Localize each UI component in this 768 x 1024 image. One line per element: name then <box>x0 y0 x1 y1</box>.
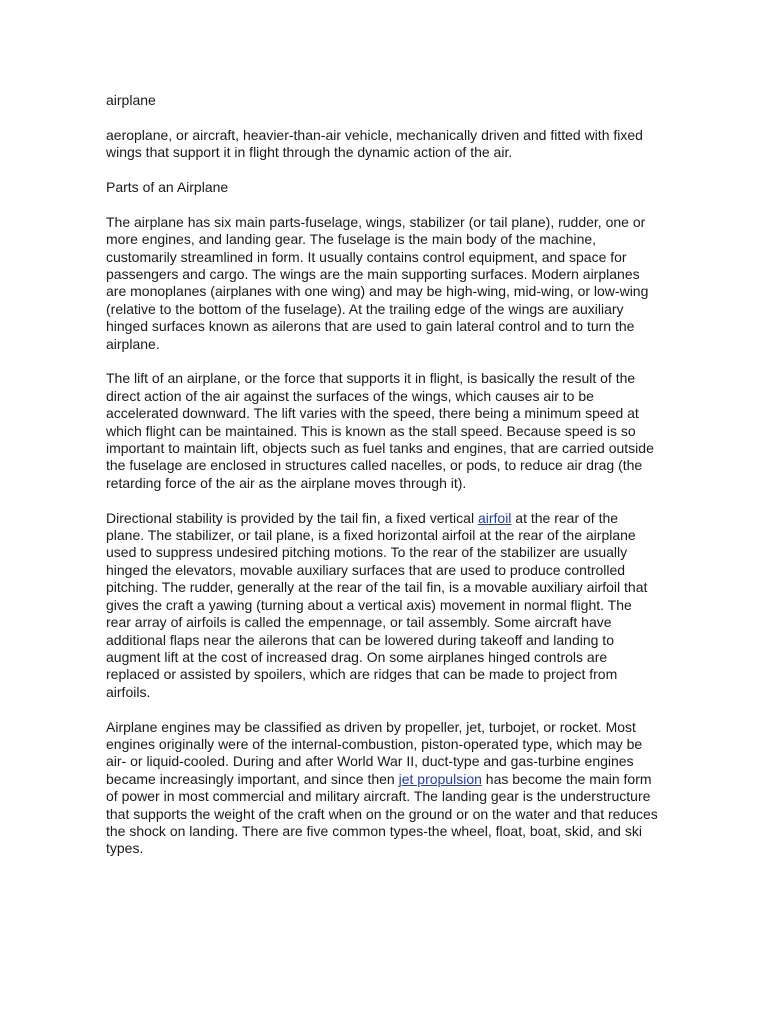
definition-paragraph: aeroplane, or aircraft, heavier-than-air vehicle, mechanically driven and fitted with fixed wings that support it in flight through the dynamic action of the air. <box>106 126 643 161</box>
document-page <box>106 92 658 875</box>
stability-paragraph <box>106 510 658 701</box>
parts-paragraph: The airplane has six main parts‑fuselage, wings, stabilizer (or tail plane), rudder, one or more engines, and landing gear. The fuselage is the main body of the machine, customarily streamlined in form. It usually contains control equipment, and space for passengers and cargo. The wings are the main supporting surfaces. Modern airplanes are monoplanes (airplanes with one wing) and may be high-wing, mid-wing, or low-wing (relative to the bottom of the fuselage). At the trailing edge of the wings are auxiliary hinged surfaces known as ailerons that are used to gain lateral control and to turn the airplane. <box>106 213 649 352</box>
document-title: airplane <box>106 92 156 108</box>
jet-propulsion-link[interactable]: jet propulsion <box>398 770 482 787</box>
stability-text-before: Directional stability is provided by the tail fin, a fixed vertical <box>106 509 478 526</box>
engines-paragraph <box>106 719 658 858</box>
stability-text-after: at the rear of the plane. The stabilizer, or tail plane, is a fixed horizontal airfoil at the rear of the airplane used to suppress undesired pitching motions. To the rear of the stabilizer are usually hinged the elevators, movable auxiliary surfaces that are used to produce controlled pitching. The rudder, generally at the rear of the tail fin, is a movable auxiliary airfoil that gives the craft a yawing (turning about a vertical axis) movement in normal flight. The rear array of airfoils is called the empennage, or tail assembly. Some aircraft have additional flaps near the ailerons that can be lowered during takeoff and landing to augment lift at the cost of increased drag. On some airplanes hinged controls are replaced or assisted by spoilers, which are ridges that can be made to project from airfoils. <box>106 509 648 700</box>
engines-text-after: has become the main form of power in most commercial and military aircraft. The landing gear is the understructure that supports the weight of the craft when on the ground or on the water and that reduces the shock on landing. There are five common types‑the wheel, float, boat, skid, and ski types. <box>106 770 658 857</box>
airfoil-link[interactable]: airfoil <box>477 509 512 526</box>
section-heading: Parts of an Airplane <box>106 179 229 195</box>
lift-paragraph: The lift of an airplane, or the force that supports it in flight, is basically the result of the direct action of the air against the surfaces of the wings, which causes air to be accelerated downward. The lift varies with the speed, there being a minimum speed at which flight can be maintained. This is known as the stall speed. Because speed is so important to maintain lift, objects such as fuel tanks and engines, that are carried outside the fuselage are enclosed in structures called nacelles, or pods, to reduce air drag (the retarding force of the air as the airplane moves through it). <box>106 370 654 491</box>
engines-text-before: Airplane engines may be classified as driven by propeller, jet, turbojet, or rocket. Most engines originally were of the internal-combustion, piston-operated type, which may be air- or liquid-cooled. During and after World War II, duct-type and gas-turbine engines became increasingly important, and since then <box>106 718 643 787</box>
